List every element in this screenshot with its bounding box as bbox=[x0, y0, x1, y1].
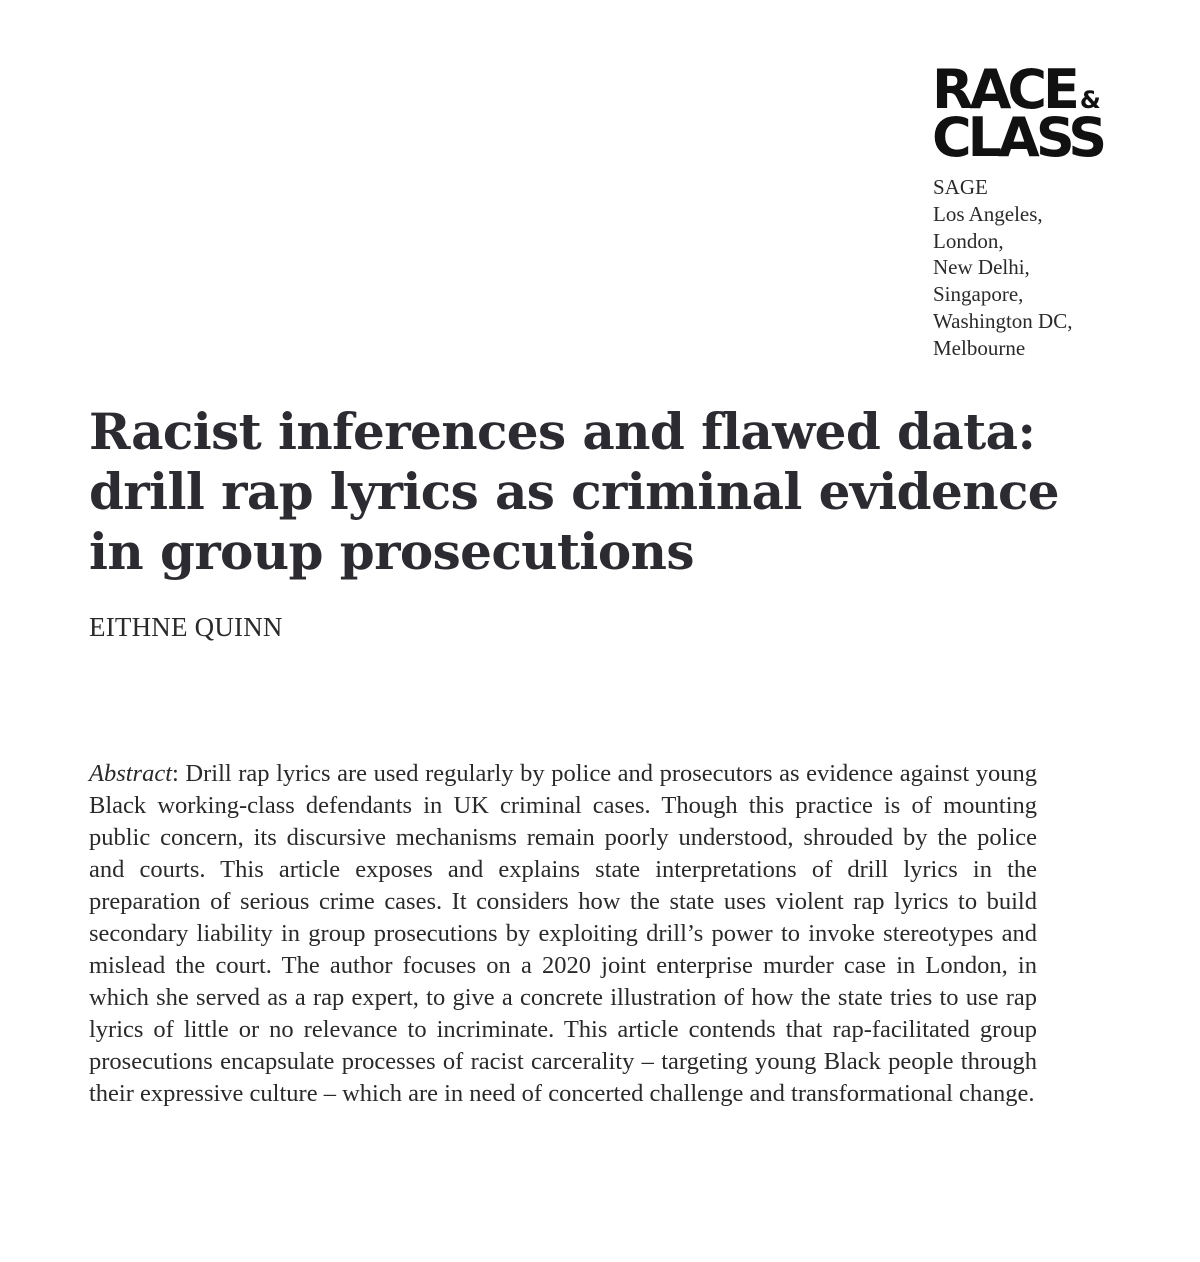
publisher-location: New Delhi, bbox=[933, 255, 1030, 280]
publisher-location: London, bbox=[933, 228, 1004, 253]
publisher-location: Los Angeles, bbox=[933, 201, 1043, 226]
article-author: EITHNE QUINN bbox=[89, 612, 283, 642]
publisher-location: Singapore, bbox=[933, 282, 1024, 307]
publisher-location: Washington DC, bbox=[933, 308, 1073, 333]
title-line: drill rap lyrics as criminal evidence bbox=[89, 462, 1060, 521]
publisher-name: SAGE bbox=[933, 175, 988, 199]
abstract-separator: : bbox=[172, 760, 186, 787]
logo-word-race: RACE bbox=[932, 58, 1076, 121]
abstract-text: Drill rap lyrics are used regularly by police and prosecutors as evidence against young Black working-class defendants in UK criminal cases. Though this practice is of mounting public concern, its discursive mechanisms remain poorly understood, shrouded by the police and courts. This article exposes and explains state interpretations of drill lyrics in the preparation of serious crime cases. It considers how the state uses violent rap lyrics to build secondary liability in group prosecutions by exploiting drill’s power to invoke stereotypes and mislead the court. The author focuses on a 2020 joint enterprise murder case in London, in which she served as a rap expert, to give a concrete illustration of how the state tries to use rap lyrics of little or no relevance to incriminate. This article contends that rap-facilitated group prosecutions encapsulate processes of racist carcerality – targeting young Black people through their expressive culture – which are in need of concerted challenge and transformational change. bbox=[89, 760, 1037, 1107]
abstract-paragraph bbox=[89, 758, 1037, 1110]
title-line: in group prosecutions bbox=[89, 522, 694, 581]
logo-word-class: CLASS bbox=[932, 106, 1104, 169]
journal-logo bbox=[932, 58, 1132, 169]
abstract-label: Abstract bbox=[89, 760, 173, 787]
article-title bbox=[89, 402, 1089, 582]
logo-line-2 bbox=[932, 106, 1132, 169]
publisher-location: Melbourne bbox=[933, 335, 1026, 360]
title-line: Racist inferences and flawed data: bbox=[89, 402, 1036, 461]
publisher-locations bbox=[933, 174, 1072, 362]
logo-ampersand: & bbox=[1079, 86, 1101, 114]
